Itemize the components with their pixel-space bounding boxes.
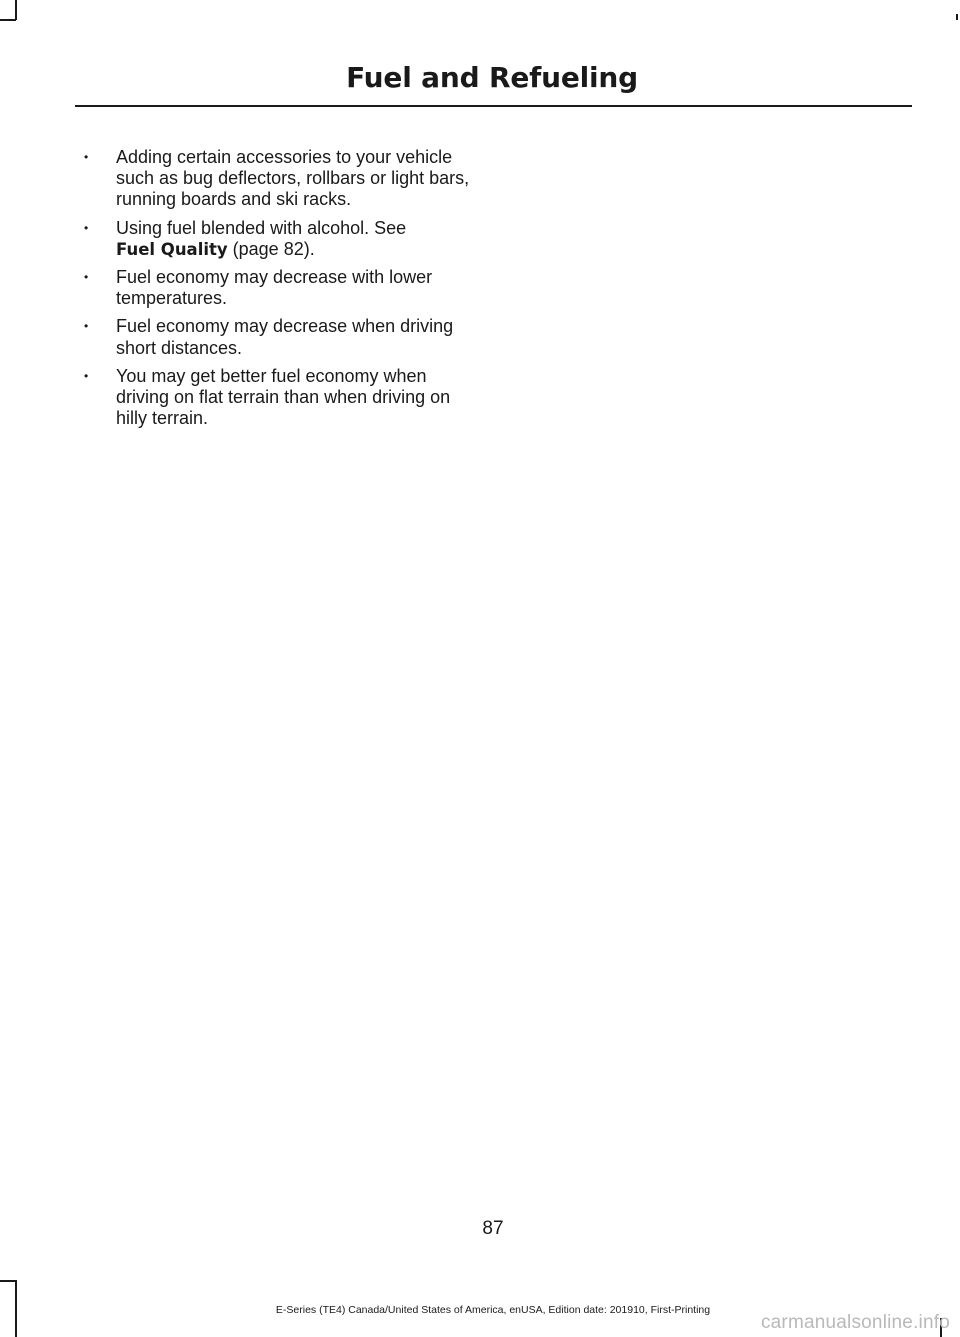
bullet-icon: • (84, 150, 89, 164)
edition-footer: E-Series (TE4) Canada/United States of America, enUSA, Edition date: 201910, First-Printing (275, 1304, 711, 1316)
crop-mark-bottom-left-h (0, 1280, 16, 1282)
crop-mark-top-left (15, 0, 17, 20)
watermark: carmanualsonline.info (760, 1312, 950, 1333)
page-number: 87 (482, 1218, 504, 1239)
list-item (80, 218, 480, 260)
list-item-text: Fuel economy may decrease with lower temperatures. (116, 267, 433, 309)
list-item-text: Adding certain accessories to your vehicle such as bug deflectors, rollbars or light bars, running boards and ski racks. (116, 147, 470, 210)
list-item (80, 147, 480, 211)
list-item-text: Fuel economy may decrease when driving short distances. (116, 316, 454, 358)
list-item-text: Using fuel blended with alcohol. See (116, 217, 407, 238)
bullet-icon: • (84, 368, 89, 383)
crop-mark-top-left-h (0, 19, 16, 21)
title-divider (75, 105, 912, 107)
bullet-list (80, 147, 480, 436)
page-reference: (page 82). (227, 238, 315, 259)
bullet-icon: • (84, 220, 89, 235)
list-item (80, 316, 480, 358)
page-title: Fuel and Refueling (346, 61, 638, 94)
list-item (80, 366, 480, 430)
list-item-text: You may get better fuel economy when driving on flat terrain than when driving on hilly terrain. (116, 365, 451, 429)
bullet-icon: • (84, 270, 89, 285)
bullet-icon: • (84, 319, 89, 334)
crop-mark-top-right (956, 14, 958, 20)
list-item (80, 267, 480, 309)
fuel-quality-link[interactable]: Fuel Quality (116, 239, 228, 259)
